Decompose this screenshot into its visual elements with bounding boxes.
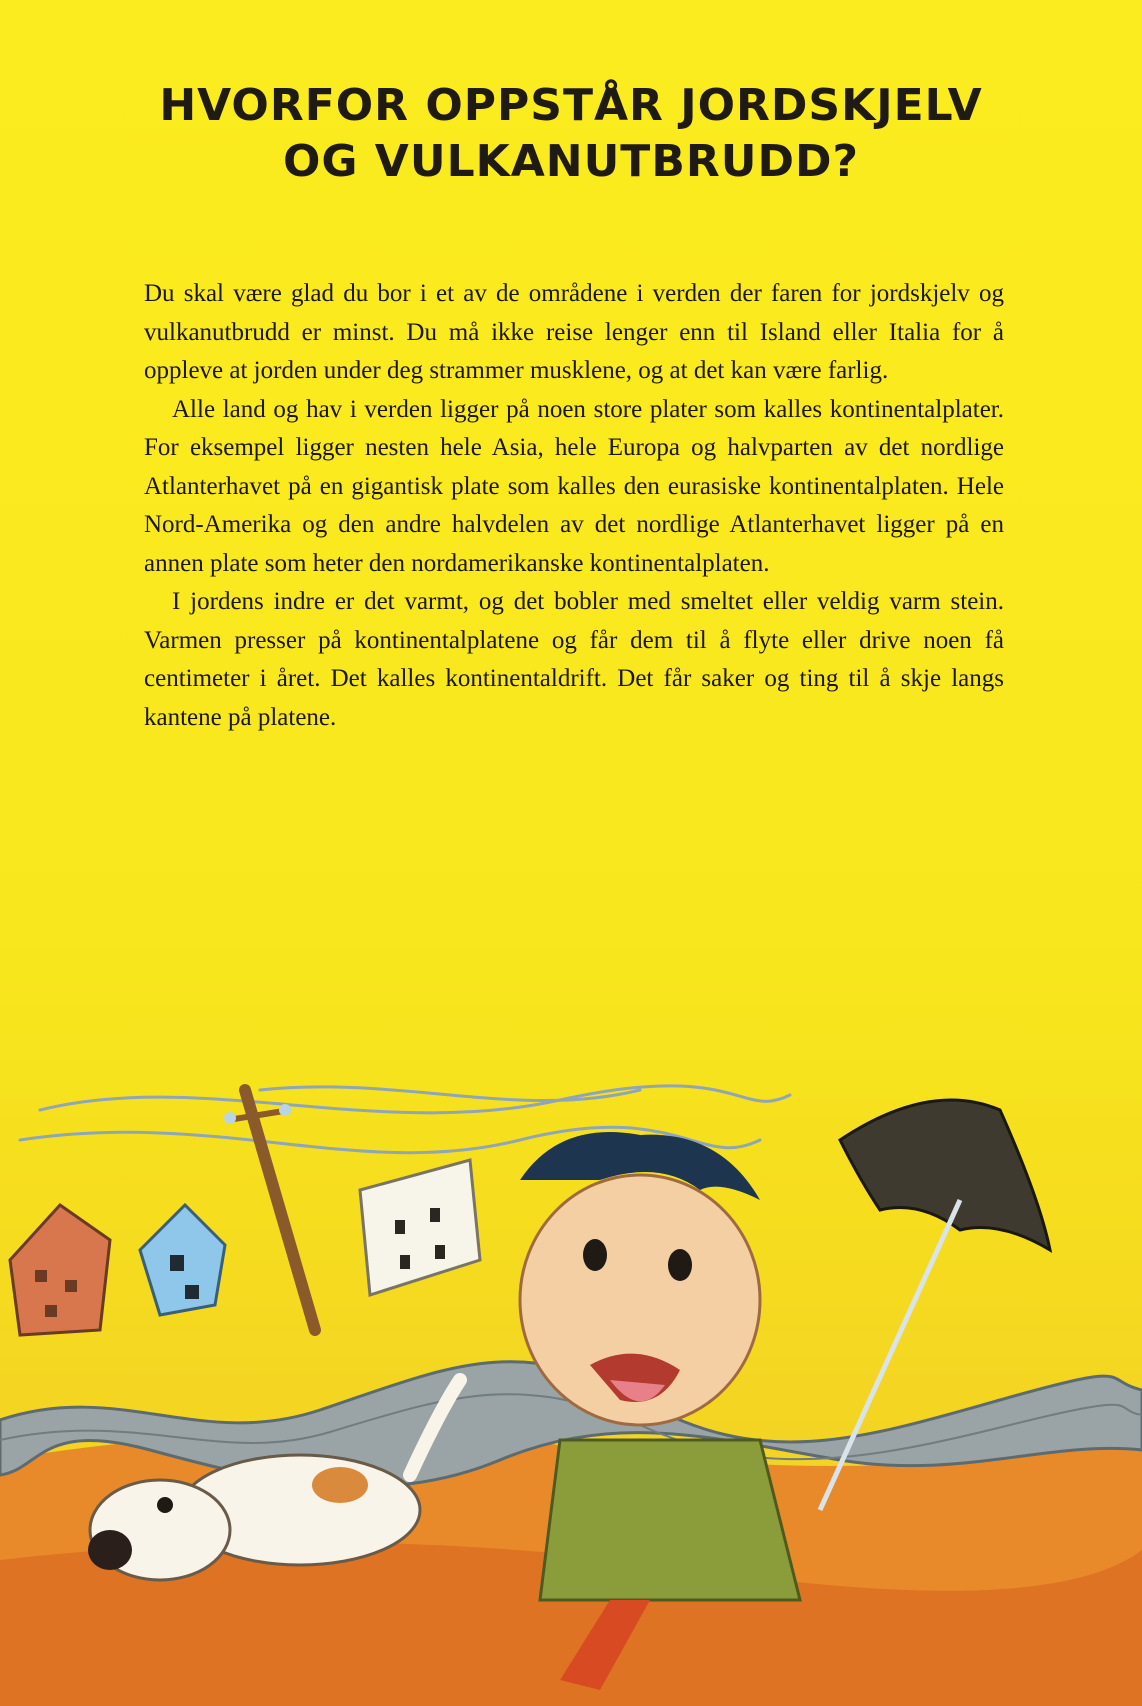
title-line-1: HVORFOR OPPSTÅR JORDSKJELV: [159, 80, 983, 131]
flying-house-orange: [10, 1205, 110, 1335]
paragraph-1: Du skal være glad du bor i et av de områdene i verden der faren for jordskjelv og vulkanutbrudd er minst. Du må ikke reise lenger enn til Island eller Italia for å oppleve at jorden under deg strammer musklene, og at det kan være farlig.: [144, 280, 1004, 384]
flying-building-white: [360, 1160, 480, 1295]
title-line-2: OG VULKANUTBRUDD?: [282, 136, 860, 187]
flying-house-blue: [140, 1205, 225, 1315]
paragraph-2: Alle land og hav i verden ligger på noen store plater som kalles kontinentalplater. For eksempel ligger nesten hele Asia, hele Europa og halvparten av det nordlige Atlanterhavet på en gigantisk plate som kalles den eurasiske kontinentalplaten. Hele Nord-Amerika og den andre halvdelen av det nordlige Atlanterhavet ligger på en annen plate som heter den nordamerikanske kontinentalplaten.: [144, 395, 1004, 577]
utility-pole: [245, 1090, 315, 1330]
page-title: [0, 78, 1142, 190]
paragraph-3: I jordens indre er det varmt, og det bobler med smeltet eller veldig varm stein. Varmen presser på kontinentalplatene og får dem til å flyte eller drive noen få centimeter i året. Det kalles kontinentaldrift. Det får saker og ting til å skje langs kantene på platene.: [144, 588, 1004, 731]
body-text: [144, 275, 1004, 737]
earthquake-illustration: [0, 1080, 1142, 1706]
